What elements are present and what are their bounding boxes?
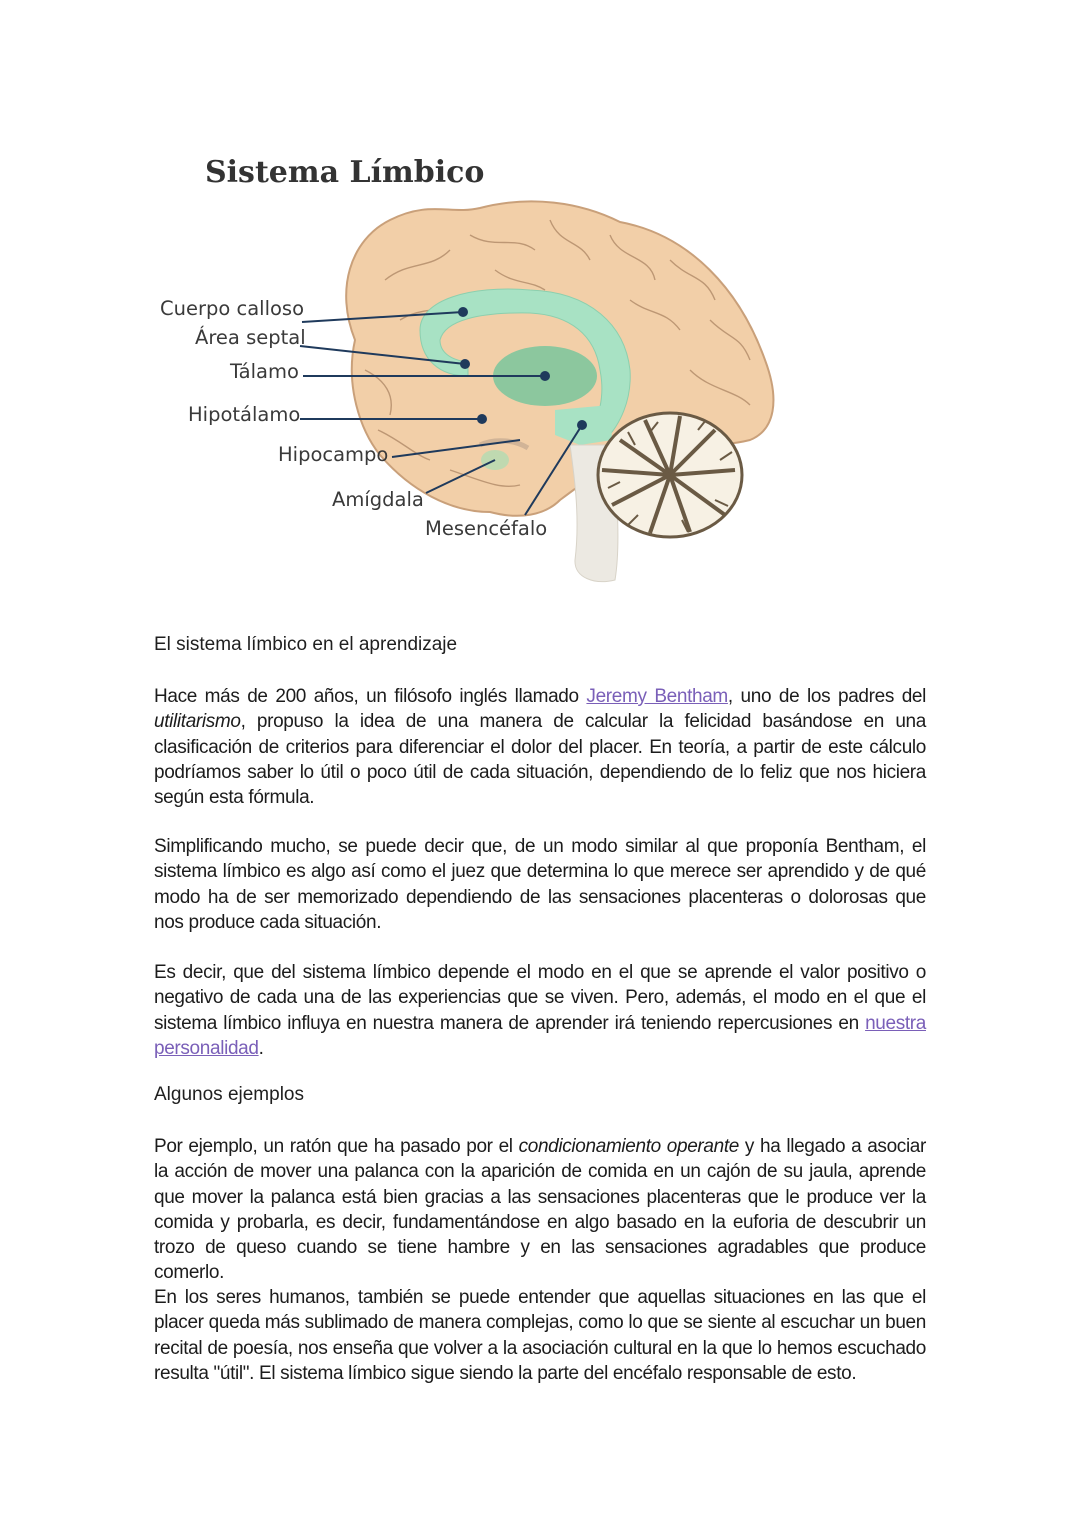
label-hipotalamo: Hipotálamo (188, 403, 301, 426)
label-hipocampo: Hipocampo (278, 443, 389, 466)
paragraph-bentham: Hace más de 200 años, un filósofo inglés llamado Jeremy Bentham, uno de los padres del utilitarismo, propuso la idea de una manera de calcular la felicidad basándose en una clasificación de criterios para diferenciar el dolor del placer. En teoría, a partir de este cálculo podríamos saber lo útil o poco útil de cada situación, dependiendo de lo feliz que nos hiciera según esta fórmula. (154, 686, 926, 809)
paragraph-humanos: En los seres humanos, también se puede entender que aquellas situaciones en las que el placer queda más sublimado de manera complejas, como lo que se siente al escuchar un buen recital de poesía, nos enseña que volver a la asociación cultural en la que lo hemos escuchado resulta "útil". El sistema límbico sigue siendo la parte del encéfalo responsable de esto. (154, 1287, 926, 1384)
paragraph-juez: Simplificando mucho, se puede decir que, de un modo similar al que proponía Bentham, el sistema límbico es algo así como el juez que determina lo que merece ser aprendido y de qué modo ha de ser memorizado dependiendo de las sensaciones placenteras o dolorosas que nos produce cada situación. (154, 836, 926, 933)
section-heading-aprendizaje: El sistema límbico en el aprendizaje (154, 634, 458, 655)
paragraph-raton: Por ejemplo, un ratón que ha pasado por el condicionamiento operante y ha llegado a asociar la acción de mover una palanca con la aparición de comida en un cajón de su jaula, aprende que mover la palanca está bien gracias a las sensaciones placenteras que le produce ver la comida y probarla, es decir, fundamentándose en algo basado en la euforia de descubrir un trozo de queso cuando se tiene hambre y en las sensaciones agradables que produce comerlo. (154, 1136, 927, 1284)
label-cuerpo-calloso: Cuerpo calloso (160, 297, 305, 320)
link-jeremy-bentham[interactable]: Jeremy Bentham (586, 686, 728, 707)
cerebellum (598, 413, 742, 537)
diagram-title: Sistema Límbico (205, 155, 485, 190)
label-talamo: Tálamo (230, 360, 299, 383)
label-mesencefalo: Mesencéfalo (425, 517, 548, 540)
section-heading-ejemplos: Algunos ejemplos (154, 1084, 304, 1105)
paragraph-valor: Es decir, que del sistema límbico depende el modo en el que se aprende el valor positivo o negativo de cada una de las experiencias que se viven. Pero, además, el modo en el que el sistema límbico influya en nuestra manera de aprender irá teniendo repercusiones en nuestra personalidad. (154, 962, 926, 1059)
label-amigdala: Amígdala (332, 488, 424, 511)
limbic-system-diagram (150, 140, 810, 600)
link-nuestra-personalidad[interactable]: nuestra personalidad (154, 1012, 926, 1059)
label-area-septal: Área septal (195, 326, 306, 349)
